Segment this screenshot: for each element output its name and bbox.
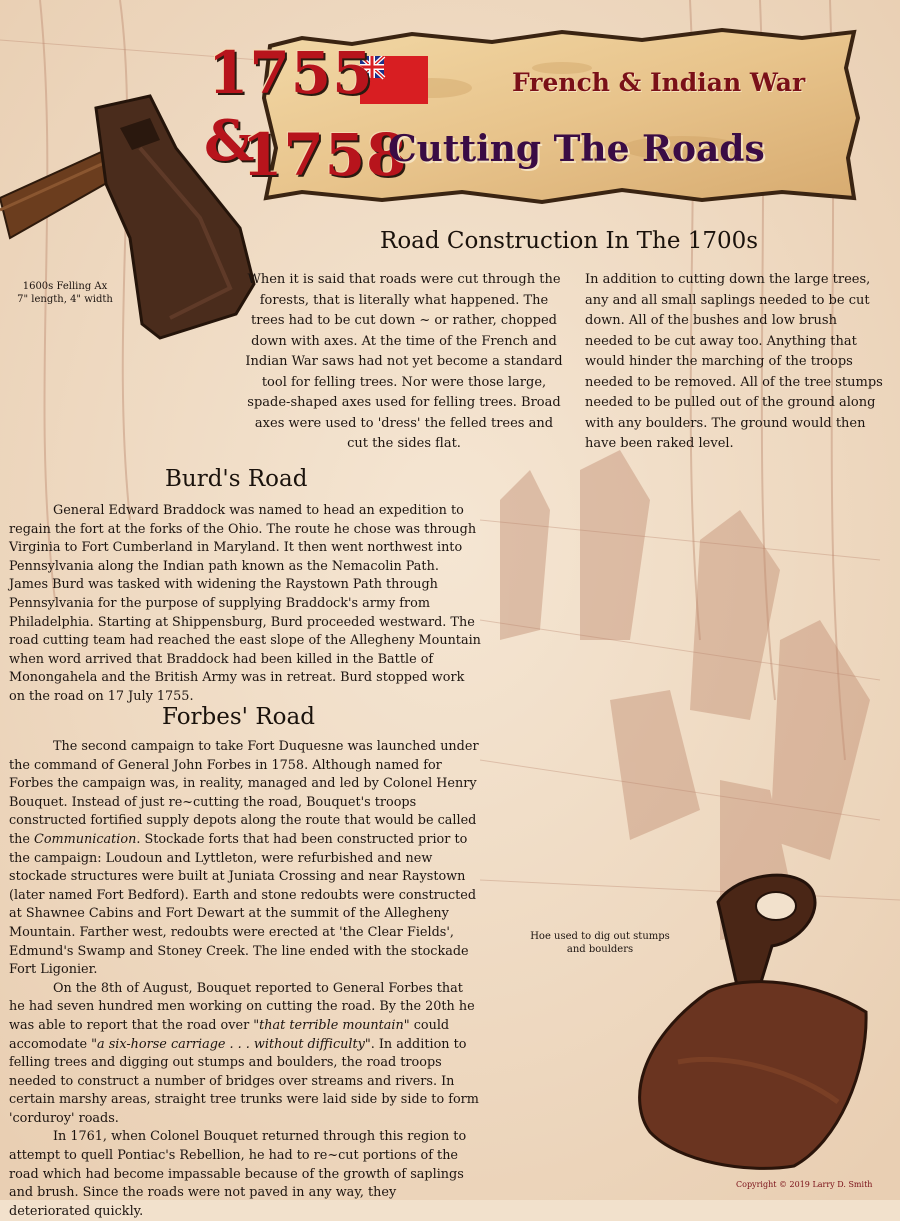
ax-caption-line2: 7" length, 4" width bbox=[17, 294, 113, 305]
ax-caption-line1: 1600s Felling Ax bbox=[22, 281, 108, 292]
war-title: French & Indian War bbox=[512, 68, 806, 97]
forbes-p1-text-b: . Stockade forts that had been constructed prior to the campaign: Loudoun and Lyttleton, were refurbished and new stockade structures were built at Juniata Crossing and near Raystown (later named Fort Bedford). Earth and stone redoubts were constructed at Shawnee Cabins and Fort Dewart at the summit of the Allegheny Mountain. Farther west, redoubts were erected at 'the Clear Fields', Edmund's Swamp and Stoney Creek. The line ended with the stockade Fort Ligonier. bbox=[9, 831, 477, 978]
hoe-caption-line2: and boulders bbox=[566, 944, 634, 955]
ax-caption bbox=[10, 280, 120, 306]
forbes-road-text bbox=[9, 738, 481, 1221]
road-construction-left-text: When it is said that roads were cut through the forests, that is literally what happened. The trees had to be cut down ~ or rather, chopped down with axes. At the time of the French and Indian War saws had not yet become a standard tool for felling trees. Nor were those large, spade-shaped axes used for felling trees. Broad axes were used to 'dress' the felled trees and cut the sides flat. bbox=[245, 272, 563, 451]
forbes-p2-text-b: " could accomodate " bbox=[9, 1017, 450, 1052]
year-1758: 1758 bbox=[242, 121, 408, 189]
hoe-image bbox=[598, 862, 874, 1174]
forbes-p2-text-a: On the 8th of August, Bouquet reported to General Forbes that he had seven hundred men working on cutting the road. By the 20th he was able to report that the road over " bbox=[9, 980, 475, 1033]
page-title: Cutting The Roads bbox=[388, 128, 765, 170]
forbes-paragraph-2 bbox=[9, 980, 481, 1129]
hoe-caption-line1: Hoe used to dig out stumps bbox=[530, 931, 670, 942]
forbes-road-heading: Forbes' Road bbox=[162, 704, 315, 730]
forbes-p1-text-a: The second campaign to take Fort Duquesne was launched under the command of General John Forbes in 1758. Although named for Forbes the campaign was, in reality, managed and led by Colonel Henry Bouquet. Instead of just re~cutting the road, Bouquet's troops constructed fortified supply depots along the route that would be called the bbox=[9, 739, 479, 847]
ampersand: & bbox=[204, 108, 255, 174]
road-construction-right-text: In addition to cutting down the large trees, any and all small saplings needed to be cut down. All of the bushes and low brush needed to be cut away too. Anything that would hinder the marching of the troops needed to be removed. All of the tree stumps needed to be pulled out of the ground along with any boulders. The ground would then have been raked level. bbox=[585, 272, 883, 451]
forbes-paragraph-3: In 1761, when Colonel Bouquet returned through this region to attempt to quell Pontiac's Rebellion, he had to re~cut portions of the road which had become impassable because of the growth of saplings and brush. Since the roads were not paved in any way, they deteriorated quickly. bbox=[9, 1129, 467, 1219]
burds-road-heading: Burd's Road bbox=[165, 466, 308, 492]
forbes-p2-text-c: ". In addition to felling trees and digging out stumps and boulders, the road troops needed to construct a number of bridges over streams and rivers. In certain marshy areas, straight tree trunks were laid side by side to form 'corduroy' roads. bbox=[9, 1036, 479, 1126]
road-construction-heading: Road Construction In The 1700s bbox=[380, 228, 759, 254]
terrible-mountain-quote: that terrible mountain bbox=[259, 1017, 404, 1033]
year-1755: 1755 bbox=[208, 39, 374, 107]
copyright-notice: Copyright © 2019 Larry D. Smith bbox=[736, 1180, 873, 1189]
forbes-paragraph-1 bbox=[9, 738, 481, 980]
communication-term: Communication bbox=[34, 831, 137, 847]
six-horse-carriage-quote: a six-horse carriage . . . without difficulty bbox=[97, 1036, 365, 1052]
burds-road-paragraph: General Edward Braddock was named to head an expedition to regain the fort at the forks of the Ohio. The route he chose was through Virginia to Fort Cumberland in Maryland. It then went northwest into Pennsylvania along the Indian path known as the Nemacolin Path. James Burd was tasked with widening the Raystown Path through Pennsylvania for the purpose of supplying Braddock's army from Philadelphia. Starting at Shippensburg, Burd proceeded westward. The road cutting team had reached the east slope of the Allegheny Mountain when word arrived that Braddock had been killed in the Battle of Monongahela and the British Army was in retreat. Burd stopped work on the road on 17 July 1755. bbox=[9, 503, 481, 704]
hoe-caption bbox=[525, 930, 675, 956]
burds-road-text bbox=[9, 502, 481, 707]
